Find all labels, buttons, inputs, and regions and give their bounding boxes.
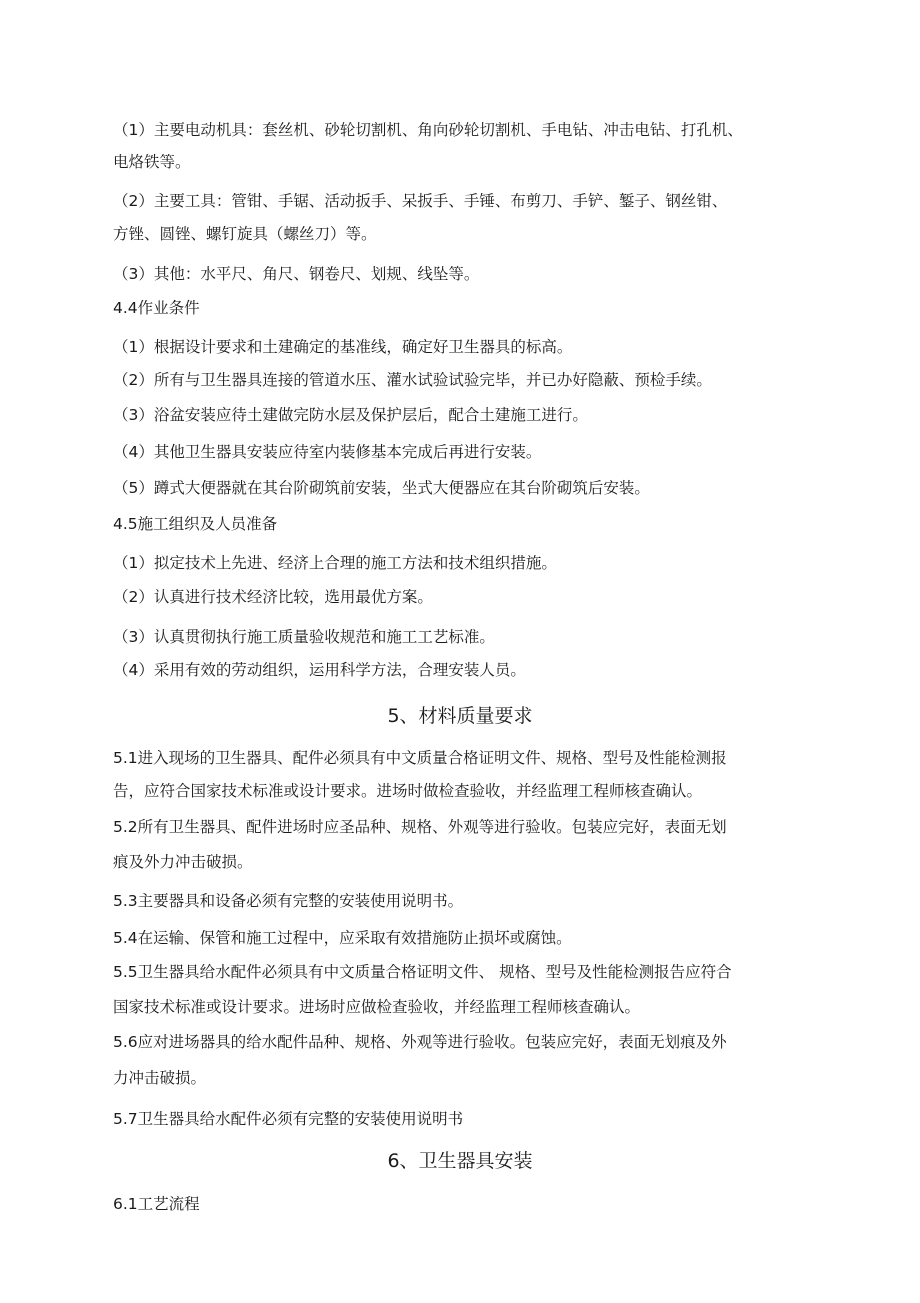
- para-5-1-line-2: 告，应符合国家技术标准或设计要求。进场时做检查验收，并经监理工程师核查确认。: [113, 782, 703, 800]
- para-5-2-line-1: 5.2所有卫生器具、配件进场时应圣品种、规格、外观等进行验收。包装应完好，表面无划: [113, 818, 727, 836]
- section-4-4-heading: 4.4作业条件: [113, 299, 200, 317]
- para-5-4: 5.4在运输、保管和施工过程中，应采取有效措施防止损坏或腐蚀。: [113, 929, 572, 947]
- tools-item-3: （3）其他：水平尺、角尺、钢卷尺、划规、线坠等。: [113, 265, 480, 283]
- conditions-item-1: （1）根据设计要求和土建确定的基准线，确定好卫生器具的标高。: [113, 338, 573, 356]
- tools-item-1-line-1: （1）主要电动机具：套丝机、砂轮切割机、角向砂轮切割机、手电钻、冲击电钻、打孔机、: [113, 121, 743, 139]
- conditions-item-3: （3）浴盆安装应待土建做完防水层及保护层后，配合土建施工进行。: [113, 406, 588, 424]
- para-5-7: 5.7卫生器具给水配件必须有完整的安装使用说明书: [113, 1110, 464, 1128]
- para-5-1-line-1: 5.1进入现场的卫生器具、配件必须具有中文质量合格证明文件、规格、型号及性能检测报: [113, 749, 727, 767]
- para-5-6-line-1: 5.6应对进场器具的给水配件品种、规格、外观等进行验收。包装应完好，表面无划痕及外: [113, 1033, 727, 1051]
- organization-item-1: （1）拟定技术上先进、经济上合理的施工方法和技术组织措施。: [113, 554, 557, 572]
- para-6-1: 6.1工艺流程: [113, 1195, 200, 1213]
- conditions-item-5: （5）蹲式大便器就在其台阶砌筑前安装，坐式大便器应在其台阶砌筑后安装。: [113, 479, 650, 497]
- para-5-2-line-2: 痕及外力冲击破损。: [113, 853, 253, 871]
- conditions-item-2: （2）所有与卫生器具连接的管道水压、灌水试验试验完毕，并已办好隐蔽、预检手续。: [113, 371, 712, 389]
- para-5-5-line-2: 国家技术标准或设计要求。进场时应做检查验收，并经监理工程师核查确认。: [113, 998, 641, 1016]
- conditions-item-4: （4）其他卫生器具安装应待室内装修基本完成后再进行安装。: [113, 443, 542, 461]
- para-5-6-line-2: 力冲击破损。: [113, 1069, 207, 1087]
- section-5-title: 5、材料质量要求: [387, 705, 533, 727]
- section-6-title: 6、卫生器具安装: [387, 1150, 533, 1172]
- para-5-3: 5.3主要器具和设备必须有完整的安装使用说明书。: [113, 892, 464, 910]
- organization-item-3: （3）认真贯彻执行施工质量验收规范和施工工艺标准。: [113, 628, 495, 646]
- organization-item-4: （4）采用有效的劳动组织，运用科学方法，合理安装人员。: [113, 661, 526, 679]
- tools-item-2-line-2: 方锉、圆锉、螺钉旋具（螺丝刀）等。: [113, 225, 377, 243]
- section-4-5-heading: 4.5施工组织及人员准备: [113, 515, 278, 533]
- tools-item-1-line-2: 电烙铁等。: [113, 153, 191, 171]
- organization-item-2: （2）认真进行技术经济比较，选用最优方案。: [113, 588, 433, 606]
- para-5-5-line-1: 5.5卫生器具给水配件必须具有中文质量合格证明文件、 规格、型号及性能检测报告应符合: [113, 963, 732, 981]
- tools-item-2-line-1: （2）主要工具：管钳、手锯、活动扳手、呆扳手、手锤、布剪刀、手铲、錾子、钢丝钳、: [113, 192, 728, 210]
